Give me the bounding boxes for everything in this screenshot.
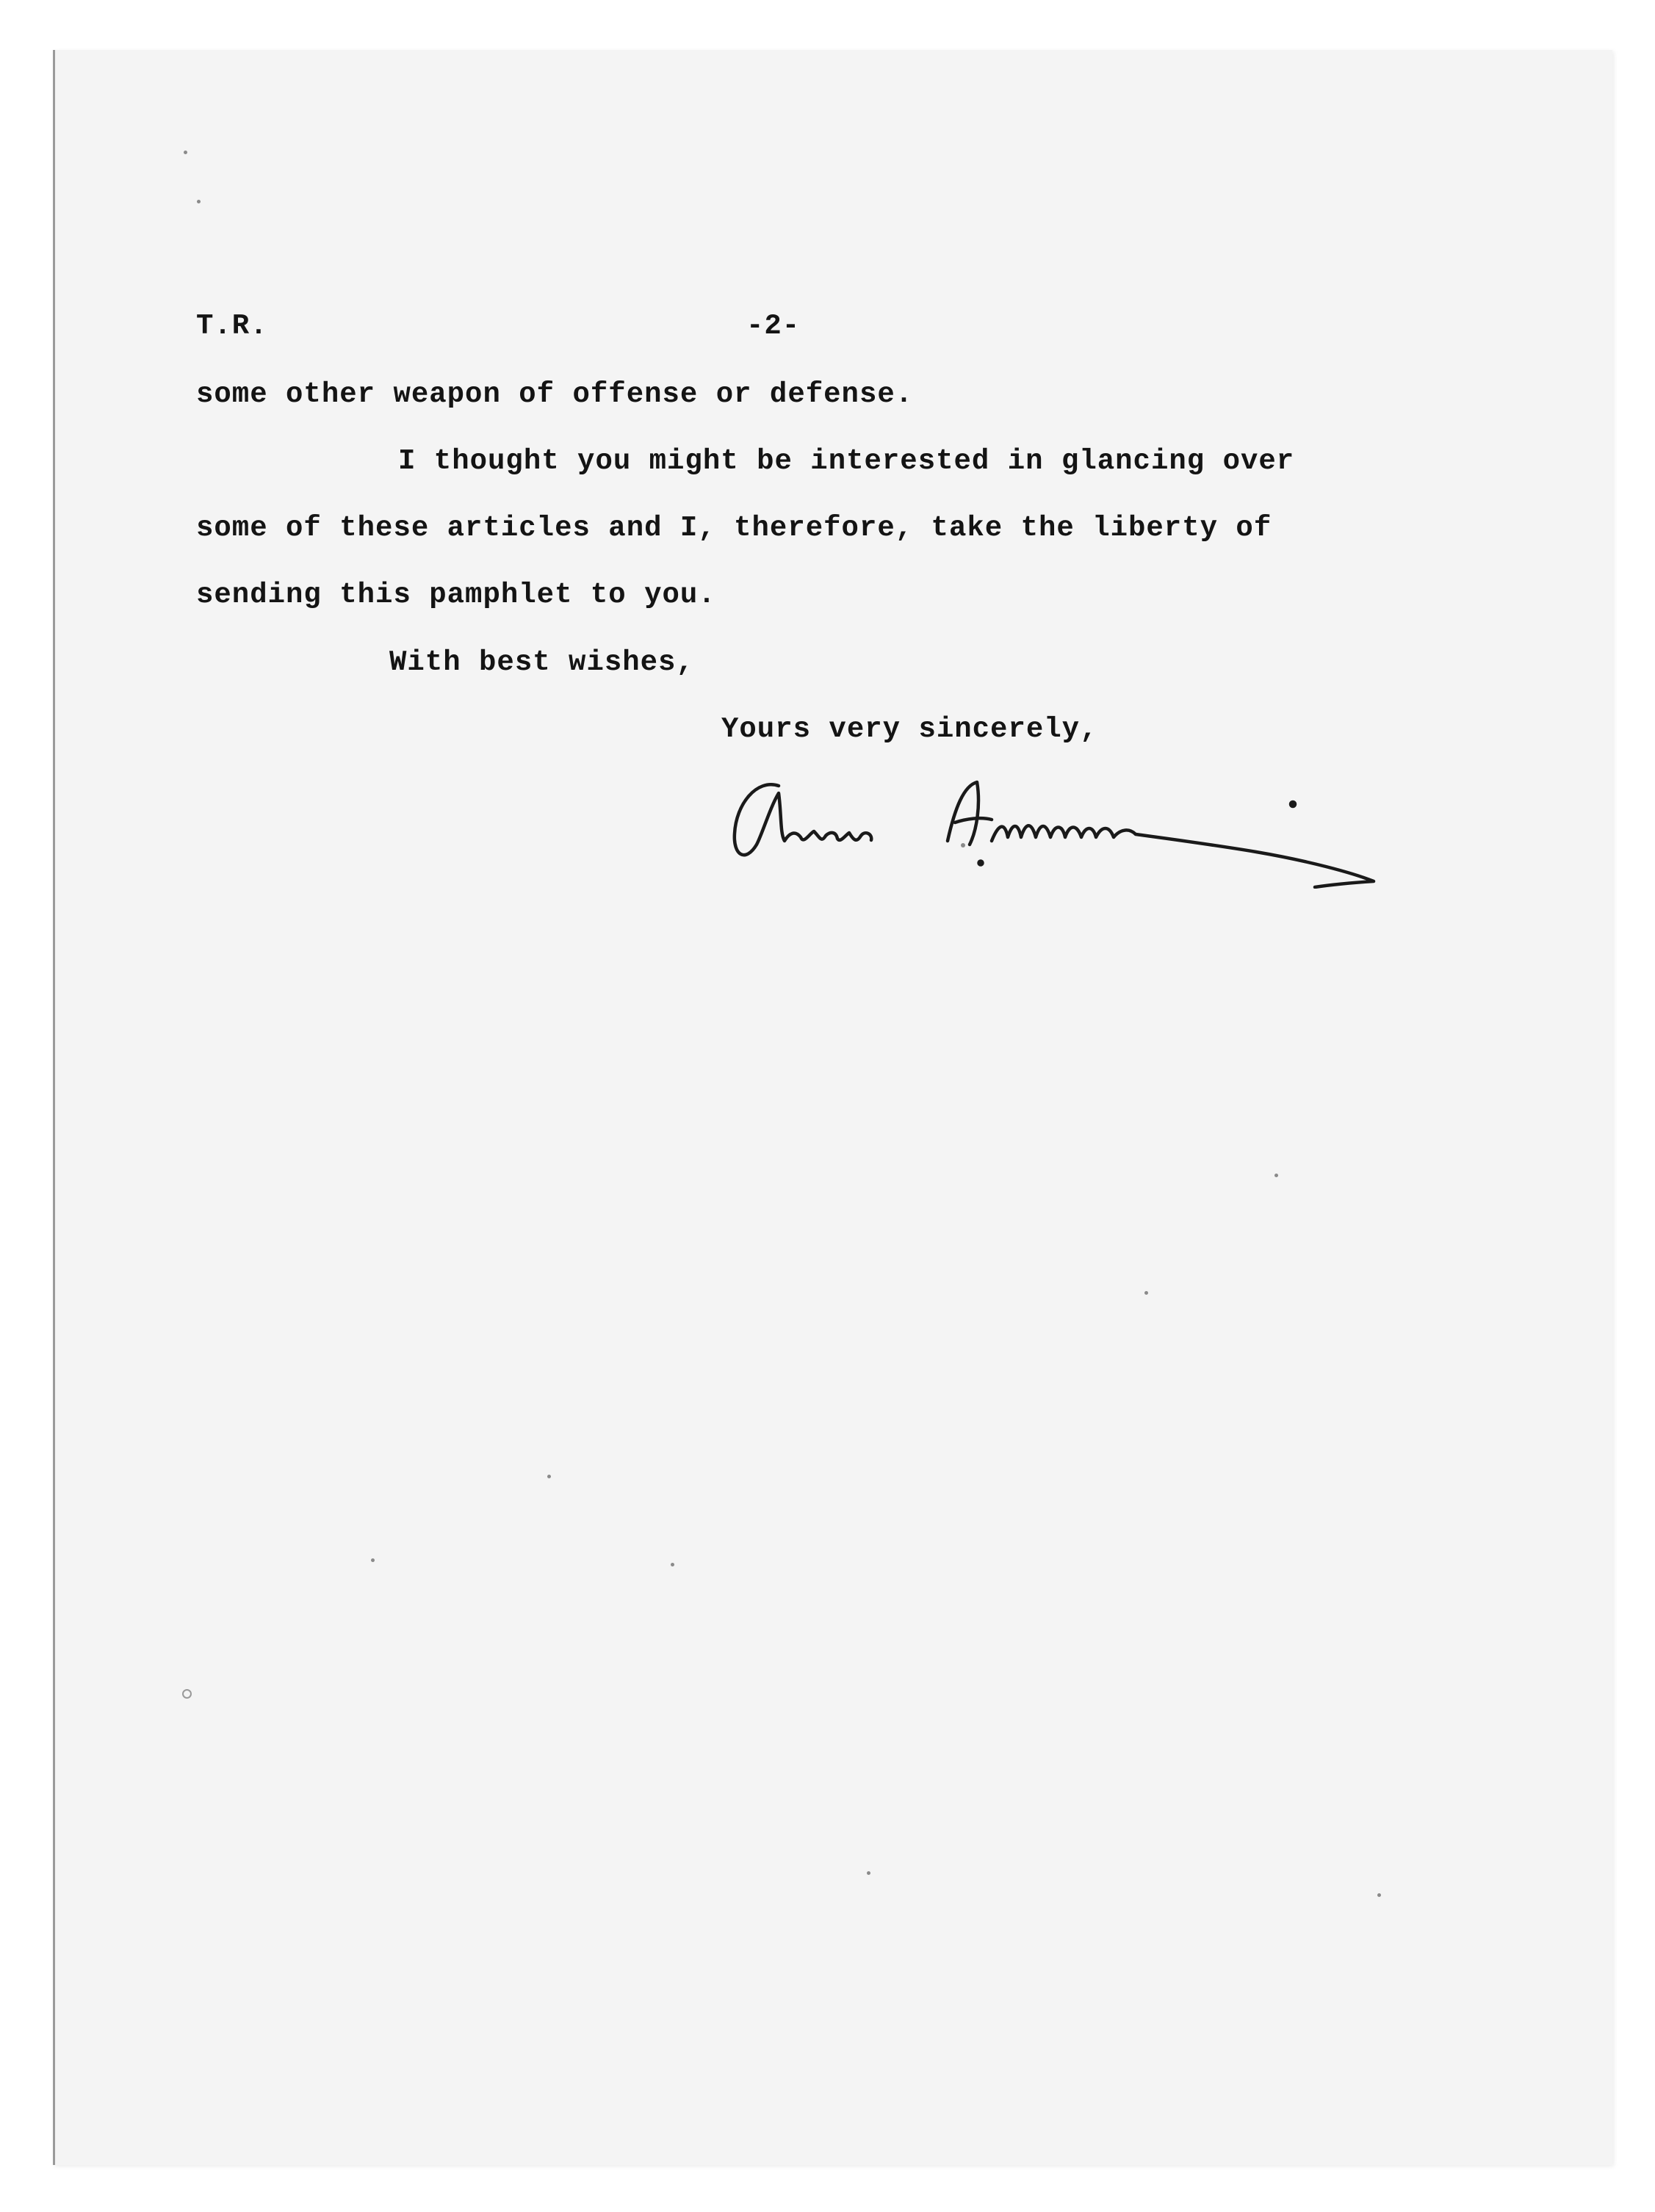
header-recipient-initials: T.R.: [196, 310, 268, 342]
scan-speck: [184, 151, 187, 154]
body-line-1: some other weapon of offense or defense.: [196, 378, 914, 411]
scan-speck: [1274, 1174, 1278, 1177]
document-page: [53, 50, 1612, 2165]
scan-speck: [1144, 1291, 1148, 1295]
closing-wishes: With best wishes,: [389, 646, 694, 679]
body-line-2: I thought you might be interested in glancing over: [398, 445, 1295, 477]
scan-speck: [1377, 1893, 1381, 1897]
closing-salutation: Yours very sincerely,: [721, 713, 1098, 745]
body-line-4: sending this pamphlet to you.: [196, 579, 716, 611]
scan-speck: [197, 200, 201, 203]
scan-speck: [182, 1689, 192, 1699]
scan-speck: [671, 1563, 674, 1566]
body-line-3: some of these articles and I, therefore, take the liberty of: [196, 512, 1272, 544]
handwritten-signature: [727, 764, 1388, 889]
scan-speck: [867, 1871, 870, 1875]
page-number: -2-: [746, 310, 801, 342]
scan-speck: [547, 1475, 551, 1478]
scan-speck: [371, 1558, 375, 1562]
